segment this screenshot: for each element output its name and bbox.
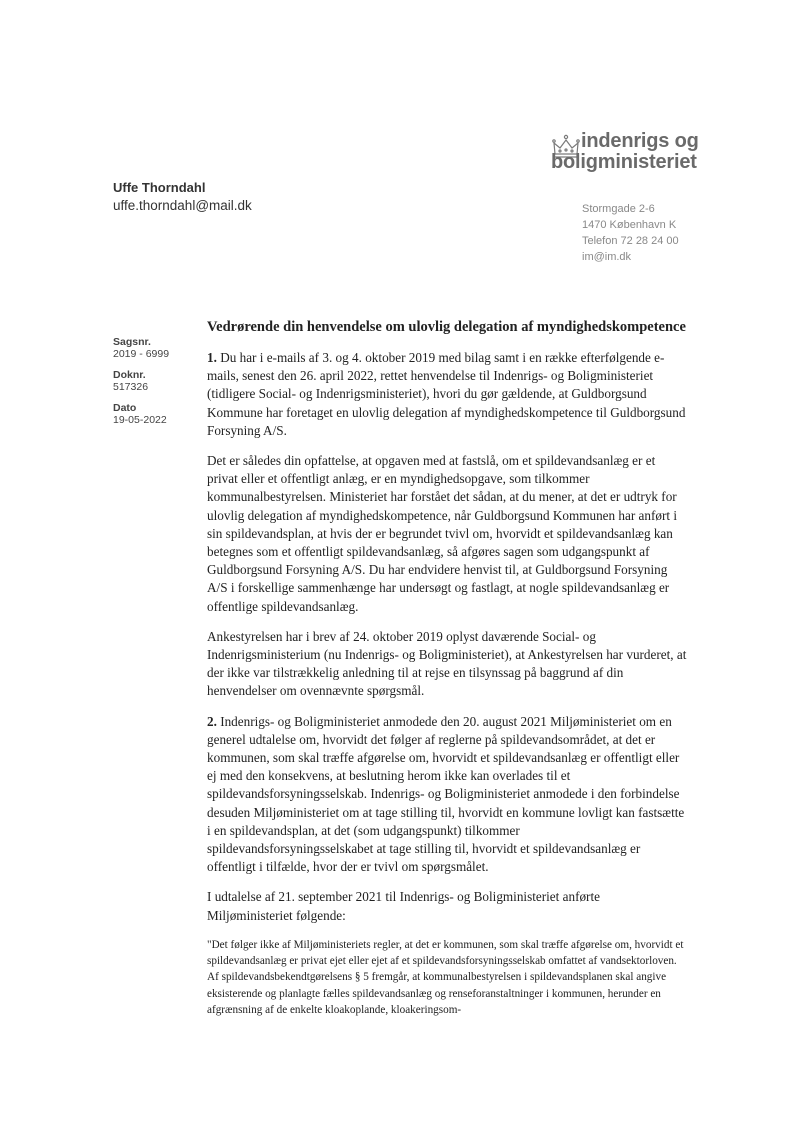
logo-line-2: boligministeriet xyxy=(551,151,697,173)
section-number-2: 2. xyxy=(207,713,217,729)
logo-line-1: indenrigs og xyxy=(581,130,699,152)
letter-date xyxy=(113,402,169,426)
address-street: Stormgade 2-6 xyxy=(582,203,655,215)
paragraph-5: I udtalelse af 21. september 2021 til Indenrigs- og Boligministeriet anførte Miljøministeriet følgende: xyxy=(207,889,600,923)
case-number xyxy=(113,336,169,360)
letter-body xyxy=(207,318,687,1030)
letter-date-label: Dato xyxy=(113,402,137,414)
paragraph-4-text: Indenrigs- og Boligministeriet anmodede den 20. august 2021 Miljøministeriet om en generel udtalelse om, hvorvidt det følger af reglerne på spildevandsområdet, at det er kommunen, som skal træffe afgørelse om, hvorvidt et spildevandsanlæg er offentligt eller ej med den konsekvens, at beslutning herom ikke kan overlades til et spildevandsforsyningsselskab. Indenrigs- og Boligministeriet anmodede i den forbindelse desuden Miljøministeriet om at tage stilling til, hvorvidt en kommune lovligt kan fastsætte i en spildevandsplan, at det (som udgangspunkt) tilkommer spildevandsforsyningsselskabet at tage stilling til, hvorvidt et spildevandsanlæg er offentligt i tilfælde, hvor der er tvivl om spørgsmålet. xyxy=(207,713,685,875)
paragraph-1 xyxy=(207,349,687,440)
address-city: 1470 København K xyxy=(582,219,677,231)
paragraph-2: Det er således din opfattelse, at opgaven med at fastslå, om et spildevandsanlæg er et privat eller et offentligt anlæg, er en myndighedsopgave, som tilkommer kommunalbestyrelsen. Ministeriet har forstået det sådan, at du mener, at det er udtryk for ulovlig delegation af myndighedskompetence, når Guldborgsund Kommunen har anført i sin spildevandsplan, at hvis der er begrundet tvivl om, hvorvidt et spildevandsanlæg kan betegnes som et offentligt spildevandsanlæg, så afgøres sagen som udgangspunkt af Guldborgsund Forsyning A/S. Du har endvidere henvist til, at Guldborgsund Forsyning A/S i forskellige sammenhænge har undersøgt og fastlagt, at nogle spildevandsanlæg er offentlige spildevandsanlæg. xyxy=(207,453,678,614)
document-number-value: 517326 xyxy=(113,381,149,393)
paragraph-3: Ankestyrelsen har i brev af 24. oktober 2019 oplyst daværende Social- og Indenrigsministerium (nu Indenrigs- og Boligministeriet), at Ankestyrelsen har vurderet, at der ikke var tilstrækkelig anledning til at rejse en tilsynssag på baggrund af din henvendelser om ovennævnte spørgsmål. xyxy=(207,628,687,699)
case-number-label: Sagsnr. xyxy=(113,336,151,348)
document-number-label: Doknr. xyxy=(113,369,146,381)
address-phone: Telefon 72 28 24 00 xyxy=(582,235,679,247)
section-number-1: 1. xyxy=(207,350,217,365)
letter-date-value: 19-05-2022 xyxy=(113,414,167,426)
recipient-name: Uffe Thorndahl xyxy=(113,180,206,195)
ministry-address xyxy=(582,201,679,265)
recipient-email: uffe.thorndahl@mail.dk xyxy=(113,198,252,213)
case-metadata xyxy=(113,336,169,435)
letter-title: Vedrørende din henvendelse om ulovlig delegation af myndighedskompetence xyxy=(207,319,686,335)
address-email: im@im.dk xyxy=(582,251,632,263)
case-number-value: 2019 - 6999 xyxy=(113,348,170,360)
quote-block: "Det følger ikke af Miljøministeriets regler, at det er kommunen, som skal træffe afgørelse om, hvorvidt et spildevandsanlæg er privat ejet eller ejet af et spildevandsforsyningsselskab omfattet af vandsektorloven. Af spildevandsbekendtgørelsens § 5 fremgår, at kommunalbestyrelsen i spildevandsplanen skal angive eksisterende og planlagte fælles spildevandsanlæg og renseforanstaltninger i kommunen, herunder en afgrænsning af de enkelte kloakoplande, kloakeringsom- xyxy=(207,938,684,1016)
paragraph-4 xyxy=(207,713,687,877)
document-number xyxy=(113,369,169,393)
recipient-block xyxy=(113,180,252,213)
paragraph-1-text: Du har i e-mails af 3. og 4. oktober 2019 med bilag samt i en række efterfølgende e-mails, senest den 26. april 2022, rettet henvendelse til Indenrigs- og Boligministeriet (tidligere Social- og Indenrigsministeriet), hvori du gør gældende, at Guldborgsund Kommune har foretaget en ulovlig delegation af myndighedskompetence til Guldborgsund Forsyning A/S. xyxy=(207,350,686,438)
